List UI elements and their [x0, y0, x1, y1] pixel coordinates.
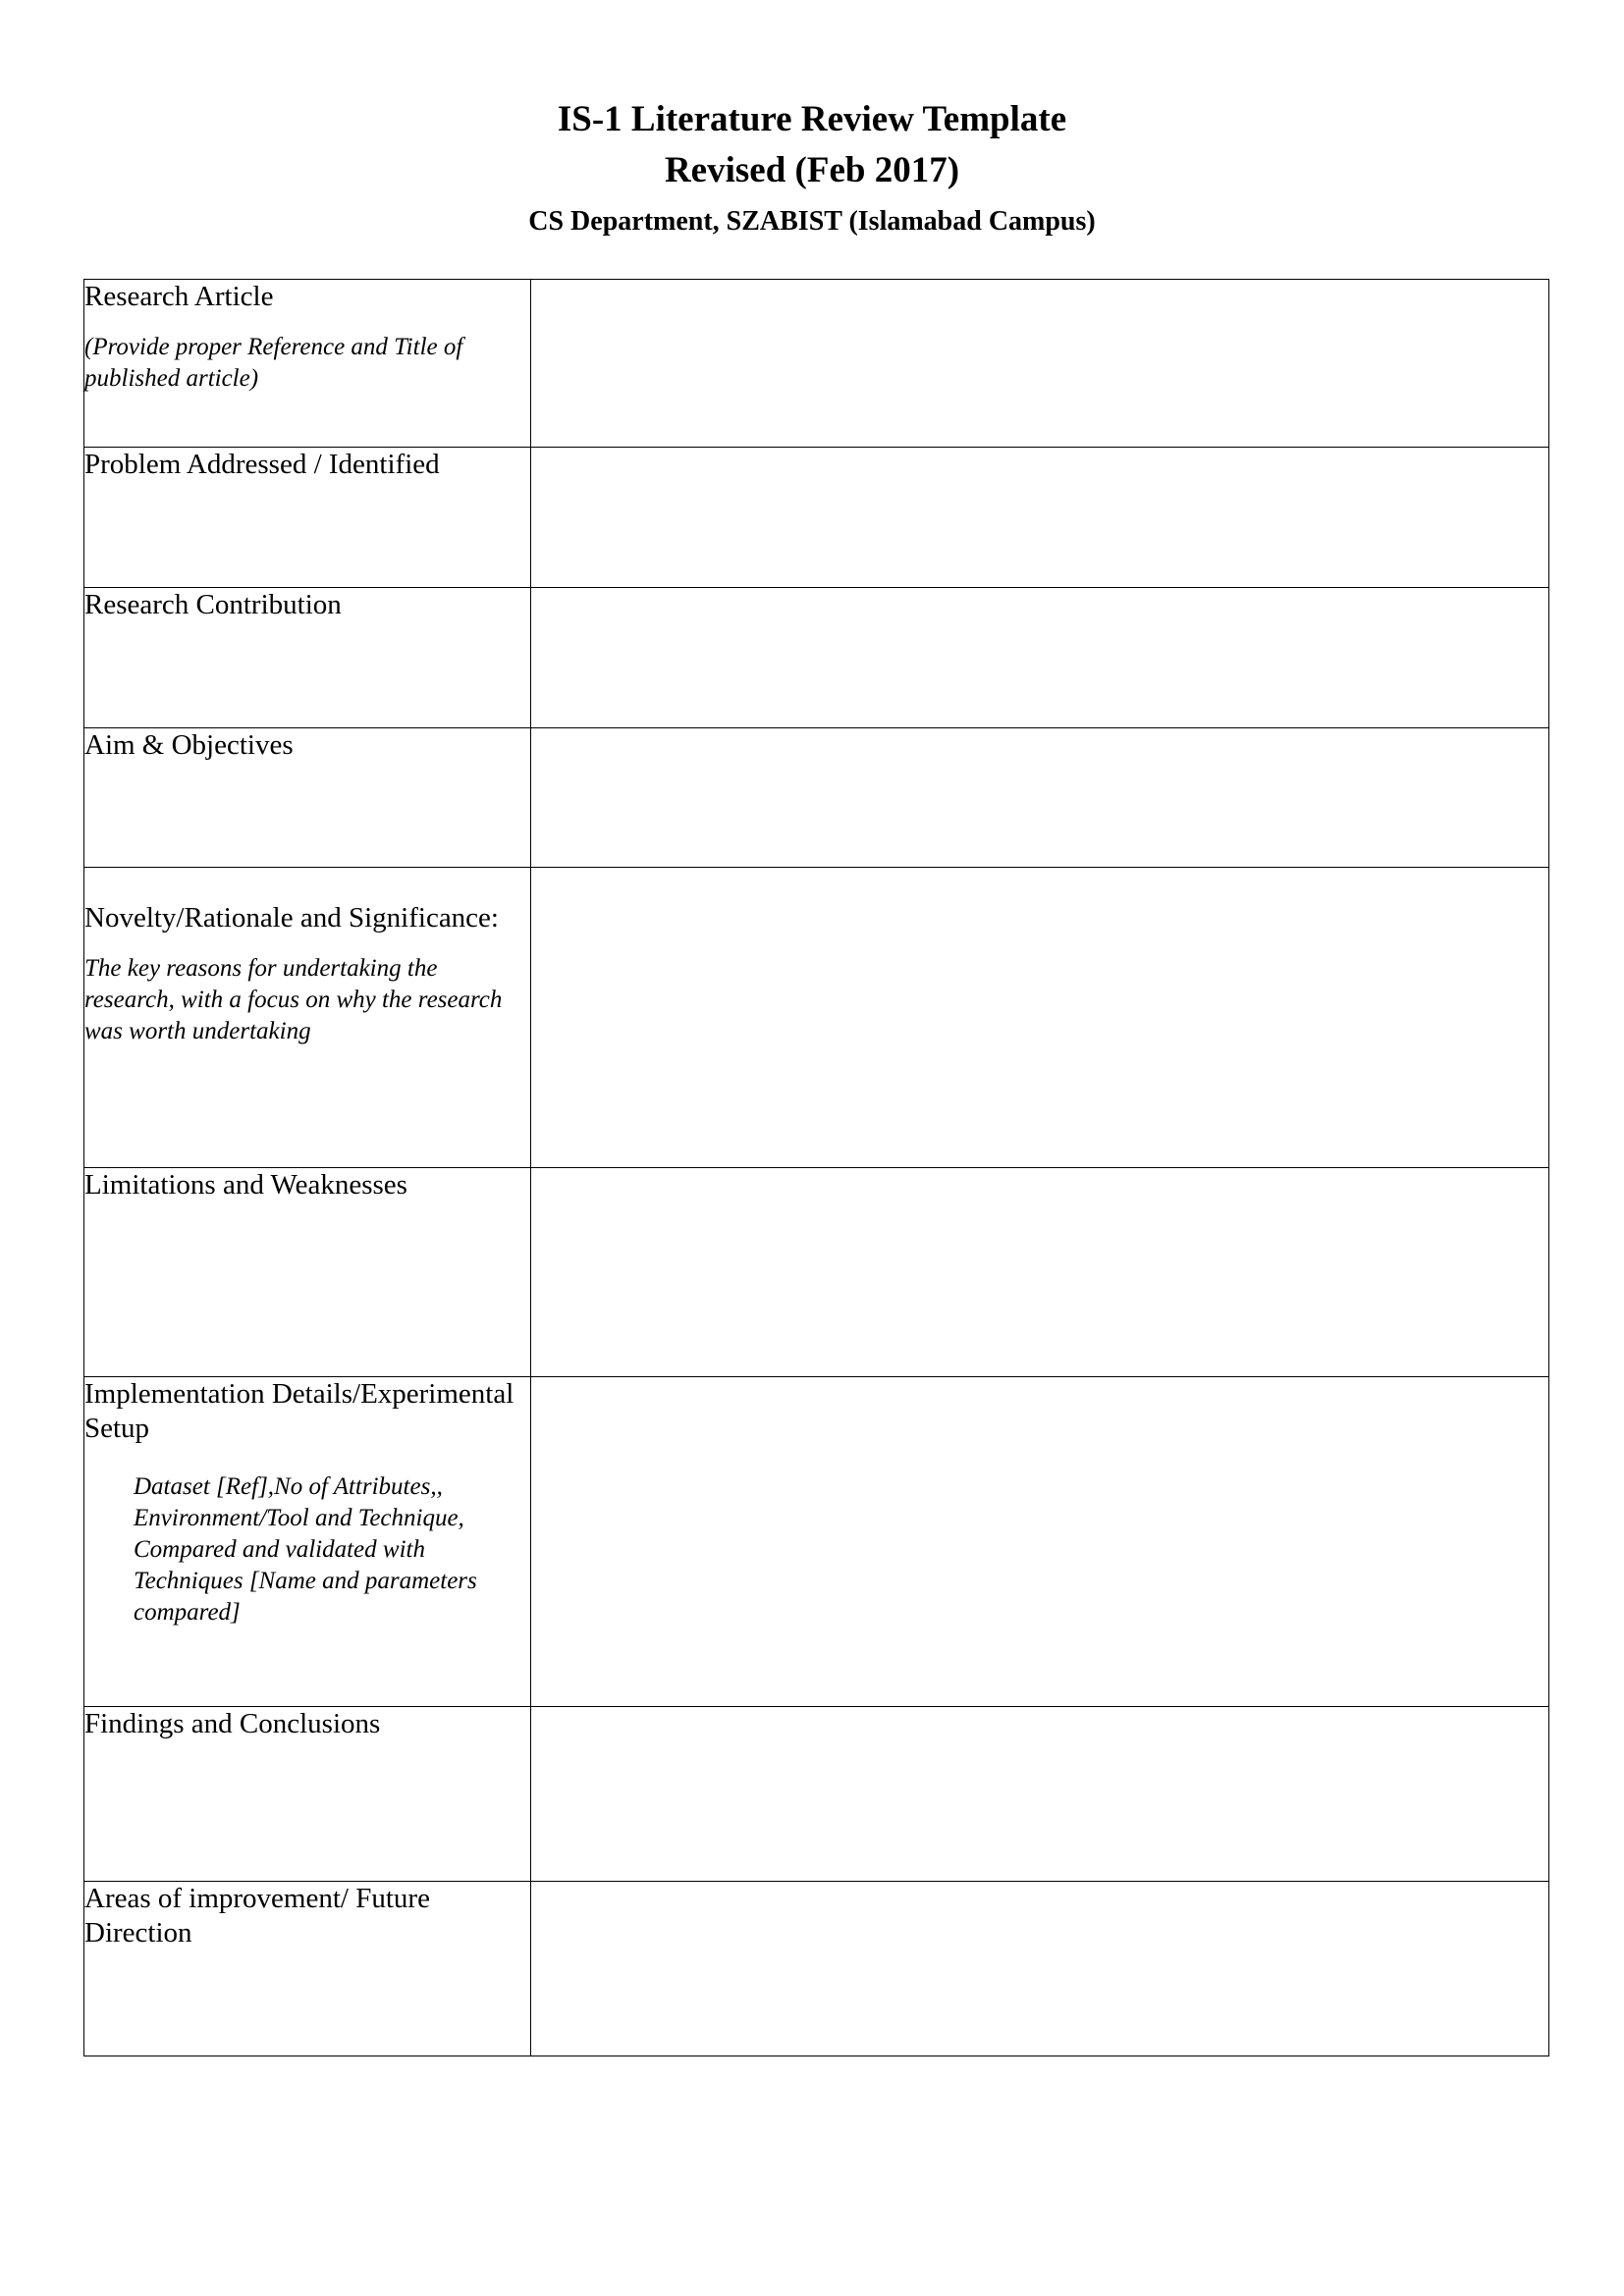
- row-label: Research Contribution: [84, 589, 342, 620]
- row-label-aim-objectives: [84, 728, 531, 868]
- row-label-limitations: [84, 1168, 531, 1377]
- row-label: Areas of improvement/ Future Direction: [84, 1883, 430, 1949]
- row-label: Limitations and Weaknesses: [84, 1169, 407, 1201]
- row-label: Findings and Conclusions: [84, 1708, 381, 1739]
- table-row: [84, 1882, 1549, 2056]
- row-hint: The key reasons for undertaking the research, with a focus on why the research was worth undertaking: [84, 955, 503, 1044]
- novelty-field[interactable]: [531, 868, 1549, 1168]
- row-label-problem-addressed: [84, 448, 531, 588]
- table-row: [84, 868, 1549, 1168]
- document-title: IS-1 Literature Review Template: [557, 99, 1067, 139]
- literature-review-table: [83, 279, 1549, 2056]
- table-row: [84, 1377, 1549, 1707]
- problem-addressed-field[interactable]: [531, 448, 1549, 588]
- row-label: Problem Addressed / Identified: [84, 449, 440, 480]
- row-hint: (Provide proper Reference and Title of published article): [84, 334, 463, 392]
- department-line: CS Department, SZABIST (Islamabad Campus): [528, 206, 1096, 237]
- table-row: [84, 280, 1549, 448]
- research-article-field[interactable]: [531, 280, 1549, 448]
- findings-field[interactable]: [531, 1707, 1549, 1882]
- row-label-research-article: [84, 280, 531, 448]
- limitations-field[interactable]: [531, 1168, 1549, 1377]
- table-row: [84, 1168, 1549, 1377]
- research-contribution-field[interactable]: [531, 588, 1549, 728]
- row-hint: Dataset [Ref],No of Attributes,, Environment/Tool and Technique, Compared and validated with Techniques [Name and parameters compared]: [134, 1473, 477, 1626]
- aim-objectives-field[interactable]: [531, 728, 1549, 868]
- row-label: Research Article: [84, 281, 274, 312]
- table-row: [84, 588, 1549, 728]
- row-label-future-direction: [84, 1882, 531, 2056]
- row-label-research-contribution: [84, 588, 531, 728]
- document-header: [0, 94, 1624, 241]
- row-label: Aim & Objectives: [84, 729, 294, 761]
- row-label-findings: [84, 1707, 531, 1882]
- implementation-field[interactable]: [531, 1377, 1549, 1707]
- future-direction-field[interactable]: [531, 1882, 1549, 2056]
- table-row: [84, 728, 1549, 868]
- row-label-novelty: [84, 868, 531, 1168]
- row-label-implementation: [84, 1377, 531, 1707]
- table-row: [84, 1707, 1549, 1882]
- row-label: Implementation Details/Experimental Setup: [84, 1378, 514, 1444]
- table-row: [84, 448, 1549, 588]
- row-label: Novelty/Rationale and Significance:: [84, 902, 499, 934]
- document-subtitle: Revised (Feb 2017): [664, 150, 960, 190]
